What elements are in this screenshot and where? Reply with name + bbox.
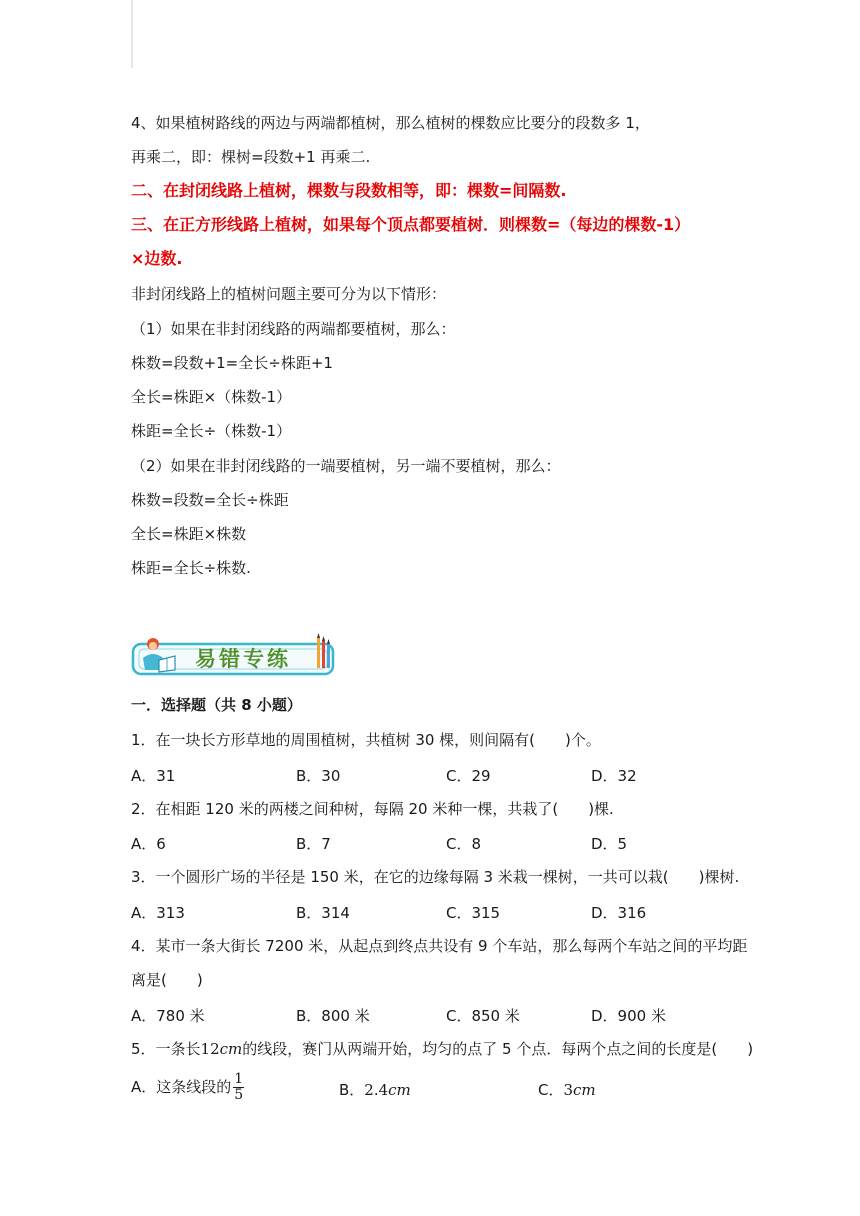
case1-title: （1）如果在非封闭线路的两端都要植树，那么： <box>131 320 456 338</box>
option-c[interactable] <box>538 1079 596 1100</box>
question-1-options <box>131 765 731 785</box>
rule4-line1: 4、如果植树路线的两边与两端都植树，那么植树的棵数应比要分的段数多 1， <box>131 114 650 132</box>
question-5-length-value: 12 <box>200 1040 220 1058</box>
banner-title: 易错专练 <box>195 646 291 671</box>
case1-formula-length: 全长=株距×（株数-1） <box>131 388 292 406</box>
question-5-stem-post: 的线段，赛门从两端开始，均匀的点了 5 个点．每两个点之间的长度是( ) <box>242 1040 754 1058</box>
option-b[interactable]: B．7 <box>296 835 331 853</box>
option-c-value: 3 <box>563 1081 574 1099</box>
case2-title: （2）如果在非封闭线路的一端要植树，另一端不要植树，那么： <box>131 457 561 475</box>
fraction-numerator: 1 <box>234 1071 244 1087</box>
question-2-stem: 2．在相距 120 米的两楼之间种树，每隔 20 米种一棵，共栽了( )棵. <box>131 800 614 818</box>
section-banner <box>131 630 341 680</box>
option-a[interactable]: A．31 <box>131 767 176 785</box>
question-3-options <box>131 902 731 922</box>
section-heading: 一．选择题（共 8 小题） <box>131 696 302 714</box>
rule-square-route-line1: 三、在正方形线路上植树，如果每个顶点都要植树．则棵数=（每边的棵数-1） <box>131 215 691 234</box>
option-c-unit: cm <box>573 1081 596 1099</box>
case1-formula-spacing: 株距=全长÷（株数-1） <box>131 422 292 440</box>
question-4-stem-line2: 离是( ) <box>131 971 203 989</box>
margin-rule <box>131 0 133 68</box>
question-2-options <box>131 833 731 853</box>
case1-formula-count: 株数=段数+1=全长÷株距+1 <box>131 354 333 372</box>
question-4-stem-line1: 4．某市一条大街长 7200 米，从起点到终点共设有 9 个车站，那么每两个车站之间的平均距 <box>131 937 748 955</box>
option-a-text: A．这条线段的 <box>131 1078 232 1096</box>
option-a[interactable]: A．313 <box>131 904 185 922</box>
question-5-stem <box>131 1039 753 1059</box>
option-b-value: 2.4 <box>364 1081 389 1099</box>
option-c[interactable]: C．8 <box>446 835 482 853</box>
option-b[interactable] <box>339 1079 411 1100</box>
option-a[interactable]: A．780 米 <box>131 1007 205 1025</box>
question-5-length-unit: cm <box>219 1040 243 1058</box>
nonclosed-intro: 非封闭线路上的植树问题主要可分为以下情形： <box>131 285 447 303</box>
option-c[interactable]: C．29 <box>446 767 491 785</box>
fraction-denominator: 5 <box>234 1087 244 1103</box>
option-b[interactable]: B．800 米 <box>296 1007 370 1025</box>
option-d[interactable]: D．900 米 <box>591 1007 666 1025</box>
rule-square-route-line2: ×边数. <box>131 249 183 268</box>
case2-formula-spacing: 株距=全长÷株数. <box>131 559 251 577</box>
question-1-stem: 1．在一块长方形草地的周围植树，共植树 30 棵，则间隔有( )个。 <box>131 731 601 749</box>
fraction-one-fifth <box>233 1072 244 1103</box>
option-b[interactable]: B．314 <box>296 904 350 922</box>
option-c[interactable]: C．315 <box>446 904 501 922</box>
option-b-unit: cm <box>388 1081 411 1099</box>
option-a[interactable]: A．6 <box>131 835 166 853</box>
option-b[interactable]: B．30 <box>296 767 341 785</box>
question-3-stem: 3．一个圆形广场的半径是 150 米，在它的边缘每隔 3 米栽一棵树，一共可以栽( )棵树. <box>131 868 740 886</box>
case2-formula-count: 株数=段数=全长÷株距 <box>131 491 289 509</box>
option-a[interactable] <box>131 1072 244 1103</box>
option-d[interactable]: D．5 <box>591 835 628 853</box>
banner-graphic <box>131 630 341 680</box>
question-5-options <box>131 1072 731 1112</box>
pencils-icon <box>317 633 330 668</box>
option-d[interactable]: D．316 <box>591 904 647 922</box>
option-c-label: C． <box>538 1081 564 1099</box>
option-b-label: B． <box>339 1081 365 1099</box>
question-4-options <box>131 1005 731 1025</box>
rule-closed-route: 二、在封闭线路上植树，棵数与段数相等，即：棵数=间隔数. <box>131 181 567 200</box>
rule4-line2: 再乘二，即：棵树=段数+1 再乘二. <box>131 148 371 166</box>
question-5-stem-pre: 5．一条长 <box>131 1040 201 1058</box>
case2-formula-length: 全长=株距×株数 <box>131 525 247 543</box>
option-d[interactable]: D．32 <box>591 767 637 785</box>
option-c[interactable]: C．850 米 <box>446 1007 520 1025</box>
